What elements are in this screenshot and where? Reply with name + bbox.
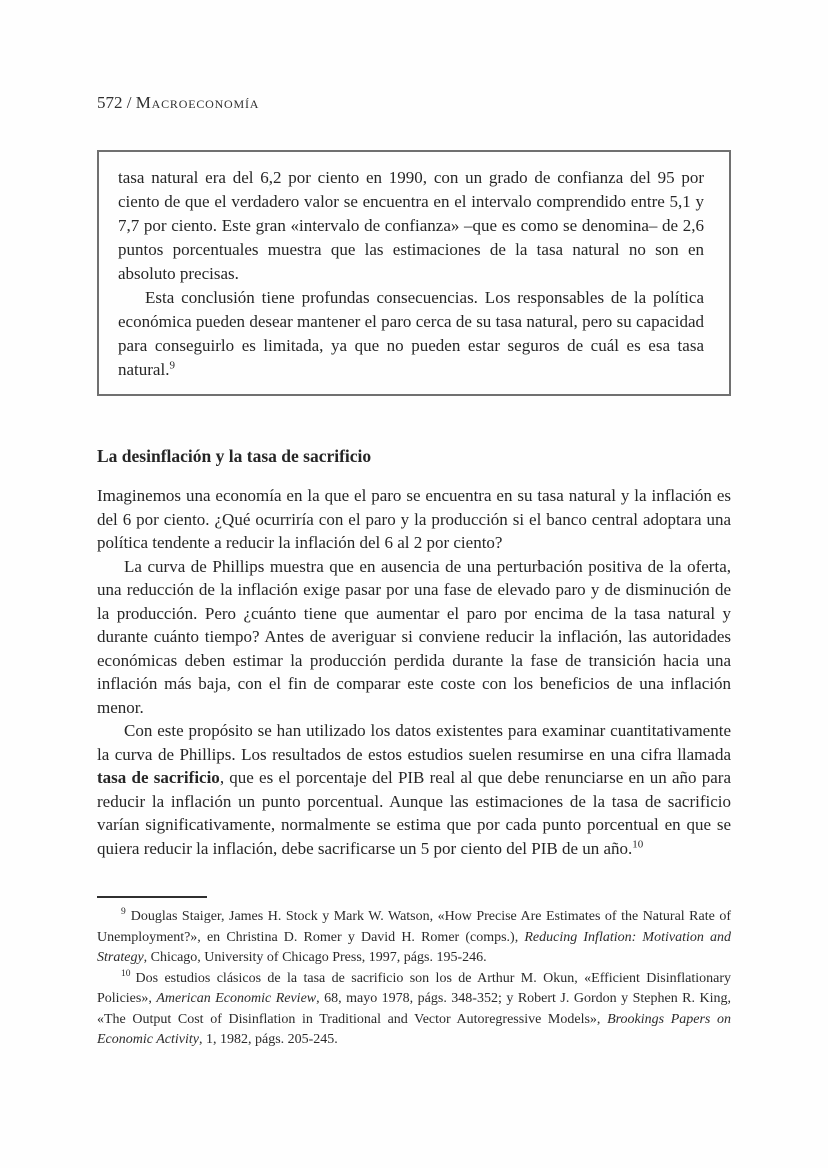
- boxed-paragraph-2: [118, 286, 704, 382]
- paragraph-3-text-post: , que es el porcentaje del PIB real al que debe renunciarse en un año para reducir la inflación un punto porcentual. Aunque las estimaciones de la tasa de sacrificio varían significativamente, normalmente se estima que por cada punto porcentual en que se quiera reducir la inflación, debe sacrificarse un 5 por ciento del PIB de un año.: [97, 768, 731, 858]
- footnote-separator-rule: [97, 896, 207, 898]
- paragraph-3: [97, 719, 731, 860]
- footnote-10-text-start: Dos estudios clásicos de la tasa de sacrificio son los de Arthur M. Okun, «Efficient Disinflationary Policies»,: [97, 970, 731, 1006]
- footnote-ref-10: 10: [632, 837, 644, 850]
- boxed-paragraph-2-text: Esta conclusión tiene profundas consecuencias. Los responsables de la política económica pueden desear mantener el paro cerca de su tasa natural, pero su capacidad para conseguirlo es limitada, ya que no pueden estar seguros de cuál es esa tasa natural.: [118, 288, 704, 379]
- footnote-9-text-end: , Chicago, University of Chicago Press, 1997, págs. 195-246.: [143, 950, 487, 965]
- footnote-9-text-start: Douglas Staiger, James H. Stock y Mark W. Watson, «How Precise Are Estimates of the Natural Rate of Unemployment?», en Christina D. Romer y David H. Romer (comps.),: [97, 909, 731, 945]
- boxed-excerpt: [97, 150, 731, 396]
- footnote-10-marker: 10: [121, 968, 131, 979]
- running-head: [97, 93, 731, 113]
- header-separator: /: [122, 93, 136, 112]
- book-title: Macroeconomía: [135, 93, 260, 112]
- footnotes: [97, 896, 731, 1051]
- footnote-9-marker: 9: [121, 907, 126, 918]
- footnote-10-text-mid: , 68, mayo 1978, págs. 348-352; y Robert J. Gordon y Stephen R. King, «The Output Cost of Disinflation in Traditional and Vector Autoregressive Models»,: [97, 991, 731, 1027]
- footnote-10-journal-2: Brookings Papers on Economic Activity: [97, 1011, 732, 1047]
- footnote-ref-9: 9: [169, 359, 175, 372]
- paragraph-3-text-pre: Con este propósito se han utilizado los datos existentes para examinar cuantitativamente la curva de Phillips. Los resultados de estos estudios suelen resumirse en una cifra llamada: [97, 721, 731, 764]
- paragraph-2: La curva de Phillips muestra que en ausencia de una perturbación positiva de la oferta, una reducción de la inflación exige pasar por una fase de elevado paro y de disminución de la producción. Pero ¿cuánto tiene que aumentar el paro por encima de la tasa natural y durante cuánto tiempo? Antes de averiguar si conviene reducir la inflación, las autoridades económicas deben estimar la producción perdida durante la fase de transición hacia una inflación más baja, con el fin de comparar este coste con los beneficios de una inflación menor.: [97, 556, 731, 717]
- body-text: [97, 484, 731, 860]
- term-tasa-de-sacrificio: tasa de sacrificio: [97, 768, 220, 787]
- footnote-10-journal-1: American Economic Review: [156, 991, 317, 1006]
- page-number: 572: [97, 93, 123, 112]
- paragraph-1: Imaginemos una economía en la que el paro se encuentra en su tasa natural y la inflación es del 6 por ciento. ¿Qué ocurriría con el paro y la producción si el banco central adoptara una política tendente a reducir la inflación del 6 al 2 por ciento?: [97, 486, 731, 552]
- boxed-paragraph-1: tasa natural era del 6,2 por ciento en 1990, con un grado de confianza del 95 por ciento de que el verdadero valor se encuentra en el intervalo comprendido entre 5,1 y 7,7 por ciento. Este gran «intervalo de confianza» –que es como se denomina– de 2,6 puntos porcentuales muestra que las estimaciones de la tasa natural no son en absoluto precisas.: [118, 168, 704, 283]
- footnote-9-book-title: Reducing Inflation: Motivation and Strategy: [97, 929, 732, 965]
- footnote-9: [97, 907, 731, 969]
- footnote-10-text-end: , 1, 1982, págs. 205-245.: [198, 1032, 338, 1047]
- section-heading: La desinflación y la tasa de sacrificio: [97, 446, 372, 466]
- footnote-10: [97, 969, 731, 1051]
